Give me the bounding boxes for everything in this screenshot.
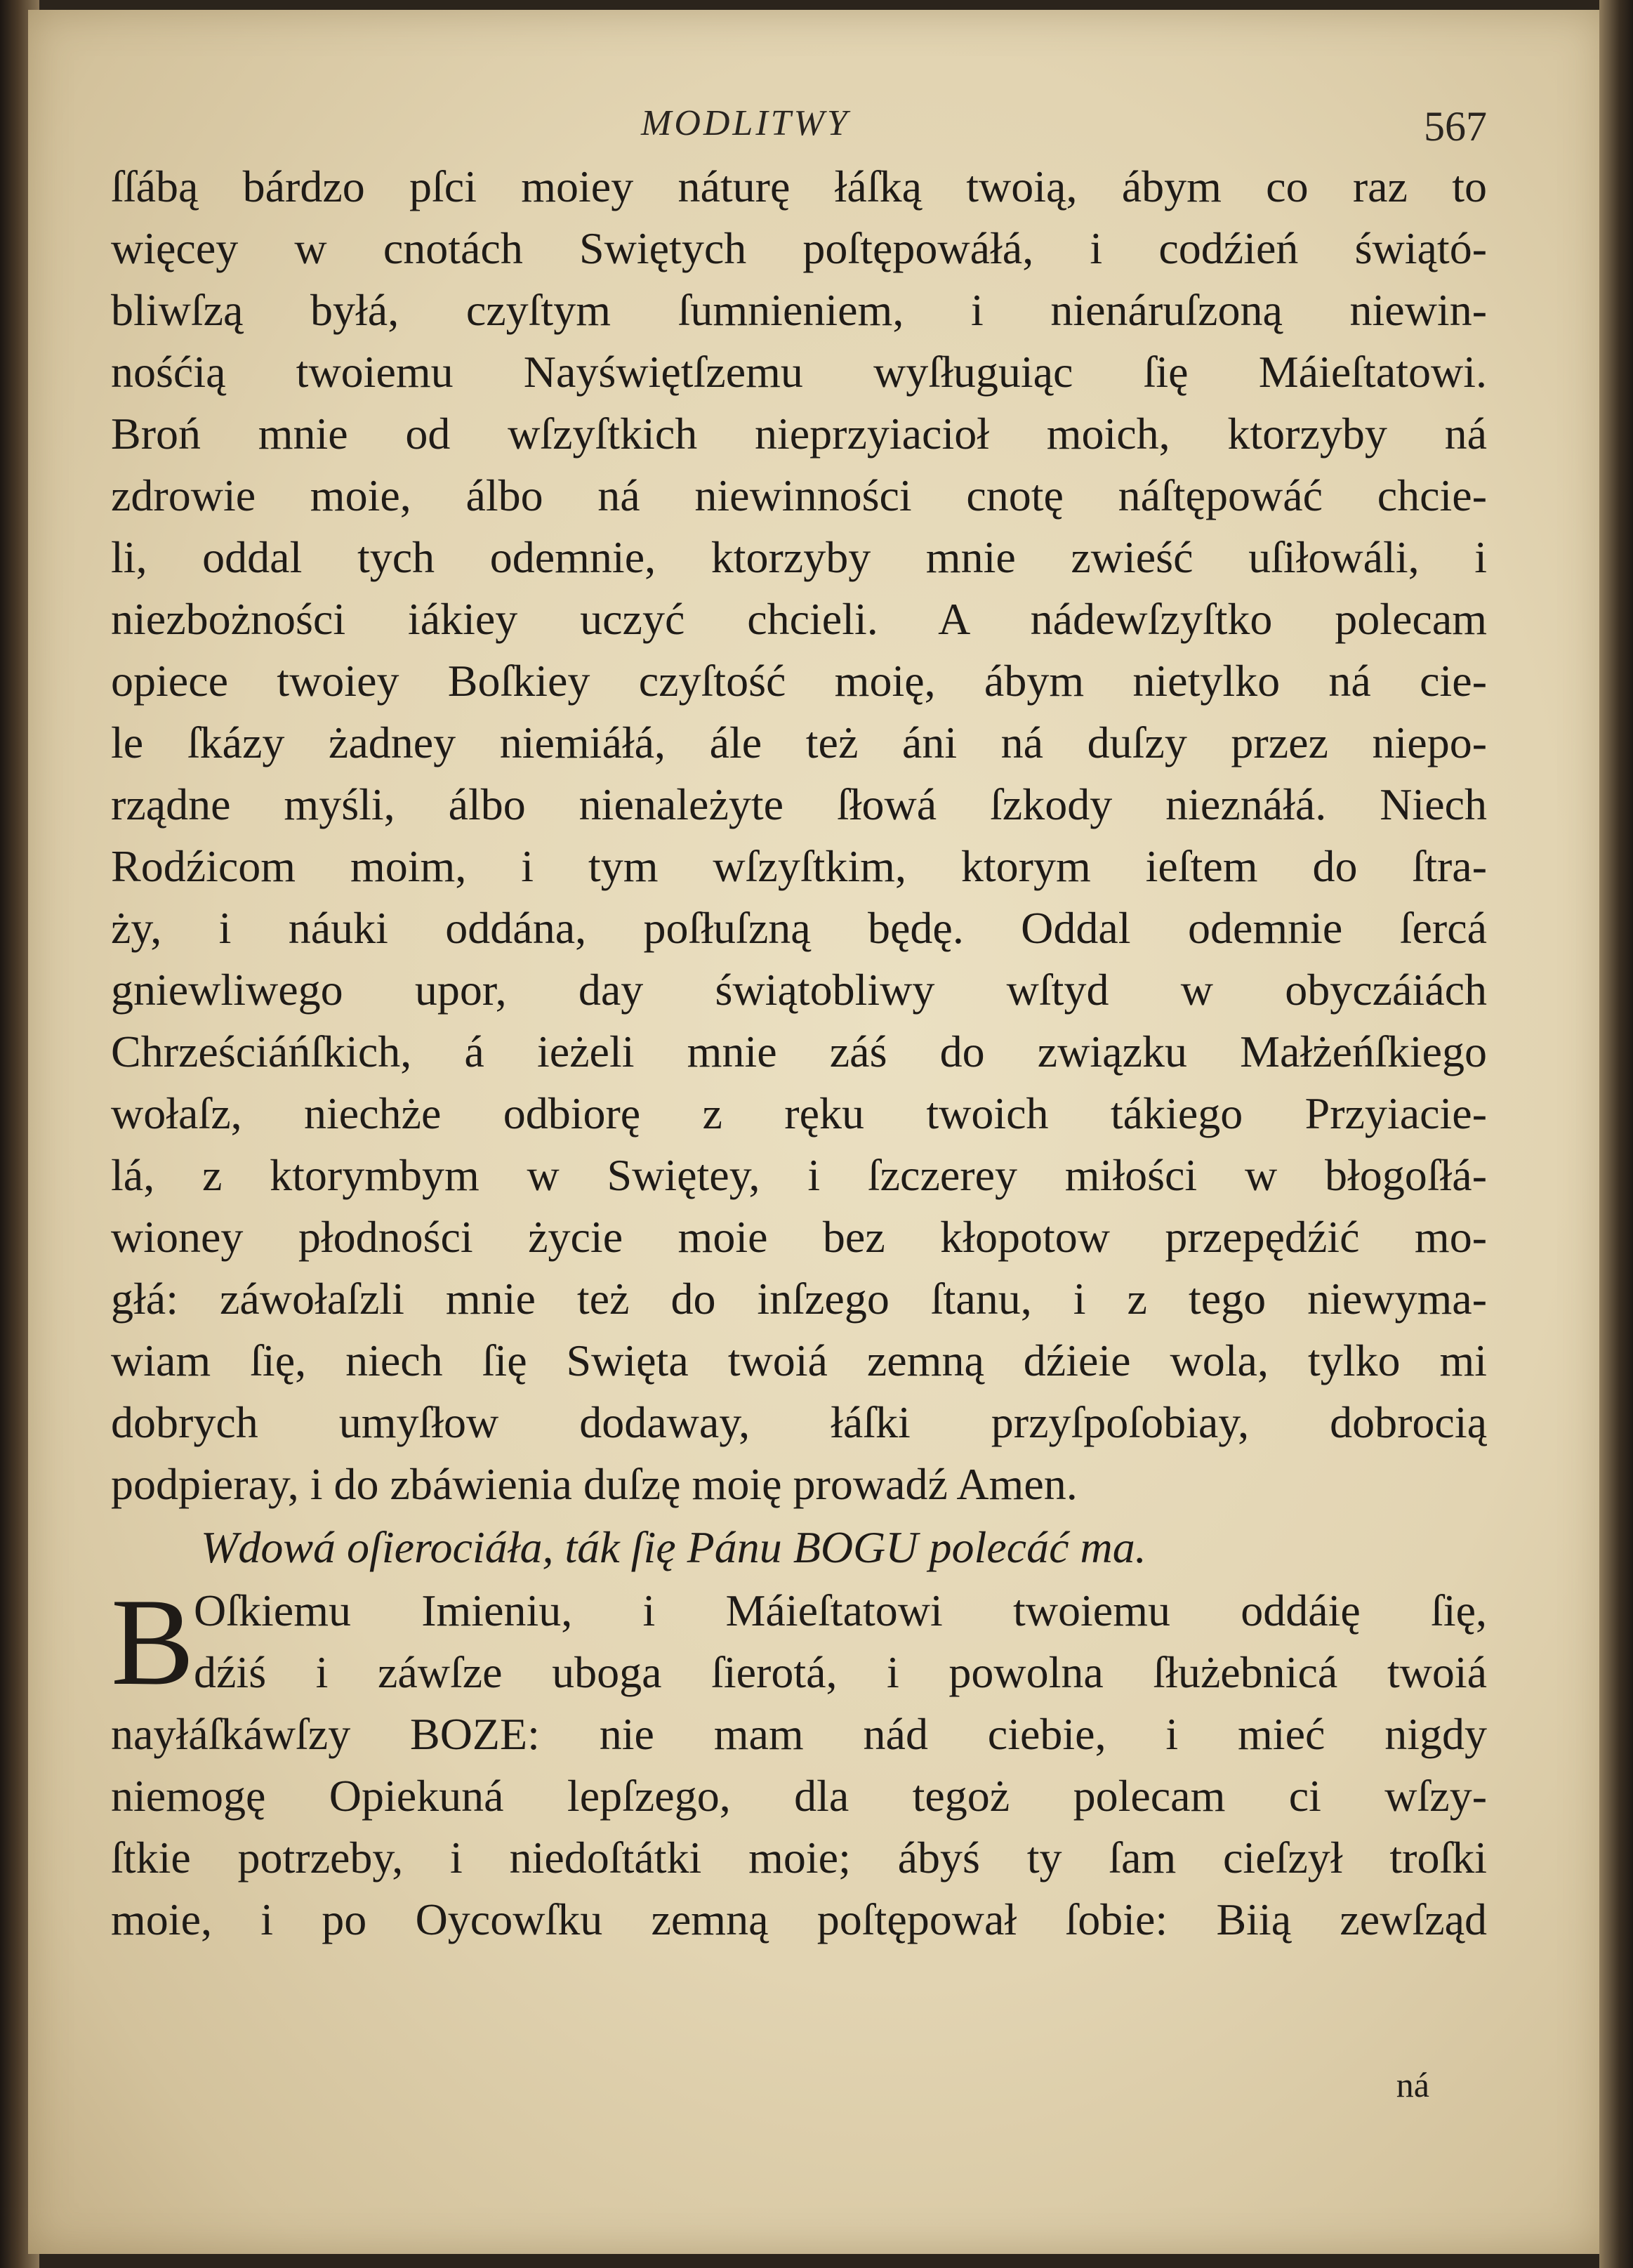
page-edge-shadow xyxy=(1599,0,1633,2268)
text-line: wołaſz, niechże odbiorę z ręku twoich tákiego Przyiacie- xyxy=(111,1088,1487,1138)
text-block xyxy=(111,156,1487,1951)
text-line: niemogę Opiekuná lepſzego, dla tegoż polecam ci wſzy- xyxy=(111,1771,1487,1821)
book-page xyxy=(28,10,1604,2254)
text-line: wiam ſię, niech ſię Swięta twoiá zemną dźieie wola, tylko mi xyxy=(111,1336,1487,1385)
text-line: wioney płodności życie moie bez kłopotow przepędźić mo- xyxy=(111,1212,1487,1262)
text-line: opiece twoiey Boſkiey czyſtość moię, ábym nietylko ná cie- xyxy=(111,656,1487,706)
text-line: niezbożności iákiey uczyć chcieli. A nádewſzyſtko polecam xyxy=(111,594,1487,644)
text-line: głá: záwołaſzli mnie też do inſzego ſtanu, i z tego niewyma- xyxy=(111,1274,1487,1324)
text-line: zdrowie moie, álbo ná niewinności cnotę náſtępowáć chcie- xyxy=(111,470,1487,520)
text-line: nośćią twoiemu Nayświętſzemu wyſługuiąc ſię Máieſtatowi. xyxy=(111,347,1487,397)
prayer-paragraph-widow xyxy=(111,1572,1487,1951)
text-line: podpieray, i do zbáwienia duſzę moię prowadź Amen. xyxy=(111,1459,1078,1509)
text-line: ſſábą bárdzo pſci moiey náturę łáſką twoią, ábym co raz to xyxy=(111,161,1487,211)
text-line: Oſkiemu Imieniu, i Máieſtatowi twoiemu oddáię ſię, xyxy=(194,1585,1487,1635)
text-line: dźiś i záwſze uboga ſierotá, i powolna ſłużebnicá twoiá xyxy=(194,1647,1487,1697)
section-heading: Wdowá oſierociáła, ták ſię Pánu BOGU polecáć ma. xyxy=(201,1522,1146,1572)
prayer-paragraph xyxy=(111,156,1487,1515)
running-head: MODLITWY xyxy=(641,103,850,143)
text-line: więcey w cnotách Swiętych poſtępowáłá, i codźień świątó- xyxy=(111,223,1487,273)
catchword: ná xyxy=(1396,2065,1429,2104)
text-line: ży, i náuki oddána, poſłuſzną będę. Oddal odemnie ſercá xyxy=(111,903,1487,953)
text-line: Chrześciáńſkich, á ieżeli mnie záś do związku Małżeńſkiego xyxy=(111,1027,1487,1076)
text-line: lá, z ktorymbym w Swiętey, i ſzczerey miłości w błogoſłá- xyxy=(111,1150,1487,1200)
text-line: Broń mnie od wſzyſtkich nieprzyiacioł moich, ktorzyby ná xyxy=(111,409,1487,459)
text-line: le ſkázy żadney niemiáłá, ále też áni ná duſzy przez niepo- xyxy=(111,718,1487,767)
drop-cap: B xyxy=(111,1572,194,1711)
text-line: nayłáſkáwſzy BOZE: nie mam nád ciebie, i mieć nigdy xyxy=(111,1709,1487,1759)
text-line: bliwſzą byłá, czyſtym ſumnieniem, i nienáruſzoną niewin- xyxy=(111,285,1487,335)
text-line: gniewliwego upor, day świątobliwy wſtyd w obyczáiách xyxy=(111,965,1487,1015)
page-number: 567 xyxy=(1424,103,1487,150)
text-line: moie, i po Oycowſku zemną poſtępował ſobie: Biią zewſząd xyxy=(111,1894,1487,1944)
text-line: dobrych umyſłow dodaway, łáſki przyſpoſobiay, dobrocią xyxy=(111,1397,1487,1447)
text-line: li, oddal tych odemnie, ktorzyby mnie zwieść uſiłowáli, i xyxy=(111,532,1487,582)
text-line: Rodźicom moim, i tym wſzyſtkim, ktorym ieſtem do ſtra- xyxy=(111,841,1487,891)
text-line: ſtkie potrzeby, i niedoſtátki moie; ábyś ty ſam cieſzył troſki xyxy=(111,1833,1487,1883)
text-line: rządne myśli, álbo nienależyte ſłowá ſzkody nieznáłá. Niech xyxy=(111,779,1487,829)
